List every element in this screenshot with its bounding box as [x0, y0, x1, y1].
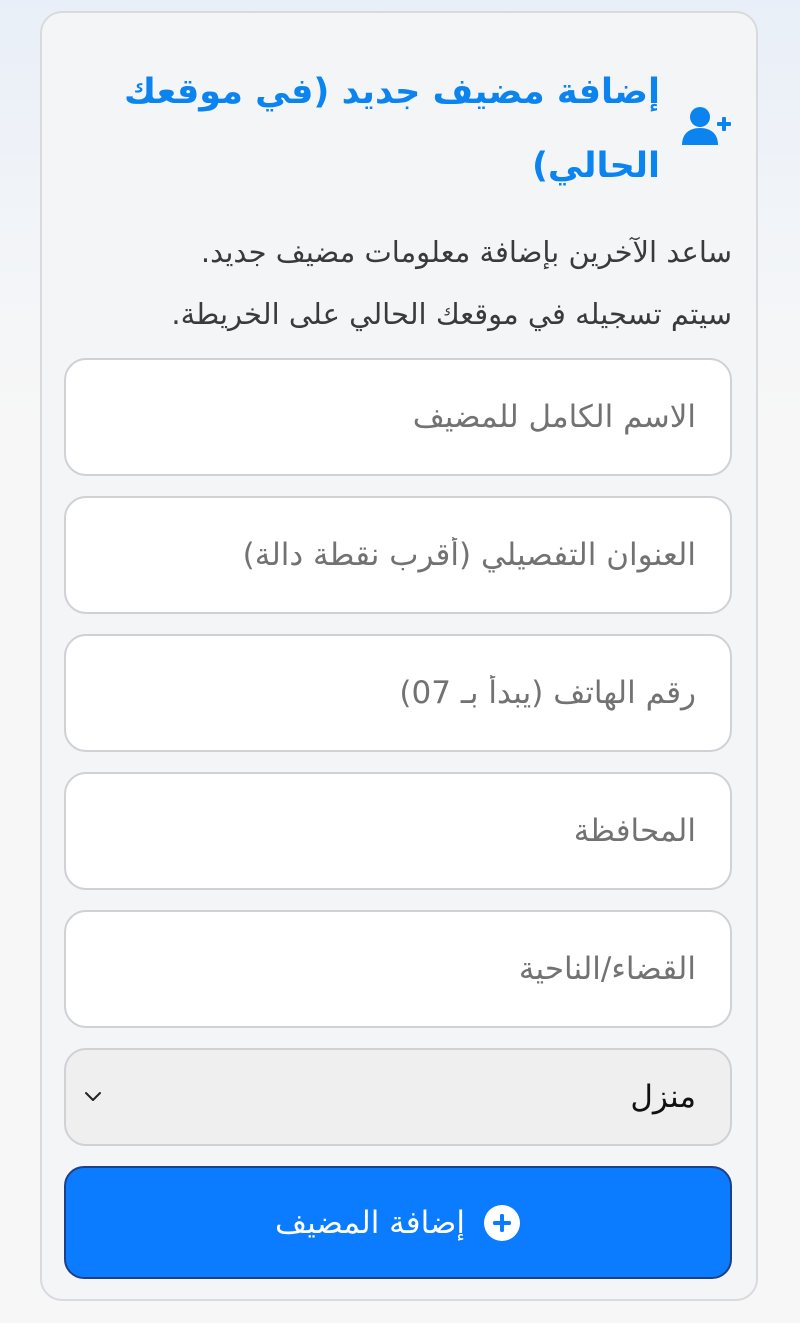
governorate-input[interactable]	[64, 772, 732, 890]
district-input[interactable]	[64, 910, 732, 1028]
form-description	[92, 221, 732, 345]
chevron-down-icon	[82, 1085, 104, 1107]
host-type-select[interactable]	[64, 1048, 732, 1146]
host-type-value: منزل	[630, 1079, 696, 1115]
add-host-card	[40, 11, 758, 1301]
description-line-2: سيتم تسجيله في موقعك الحالي على الخريطة.	[171, 297, 732, 331]
form-header	[94, 55, 734, 203]
form-fields	[64, 358, 732, 1279]
add-host-button-label: إضافة المضيف	[275, 1204, 465, 1241]
description-line-1: ساعد الآخرين بإضافة معلومات مضيف جديد.	[200, 235, 732, 269]
plus-circle-icon	[483, 1204, 521, 1242]
form-title: إضافة مضيف جديد (في موقعك الحالي)	[124, 72, 660, 186]
address-input[interactable]	[64, 496, 732, 614]
user-plus-icon	[678, 101, 734, 157]
full-name-input[interactable]	[64, 358, 732, 476]
add-host-button[interactable]	[64, 1166, 732, 1279]
phone-input[interactable]	[64, 634, 732, 752]
